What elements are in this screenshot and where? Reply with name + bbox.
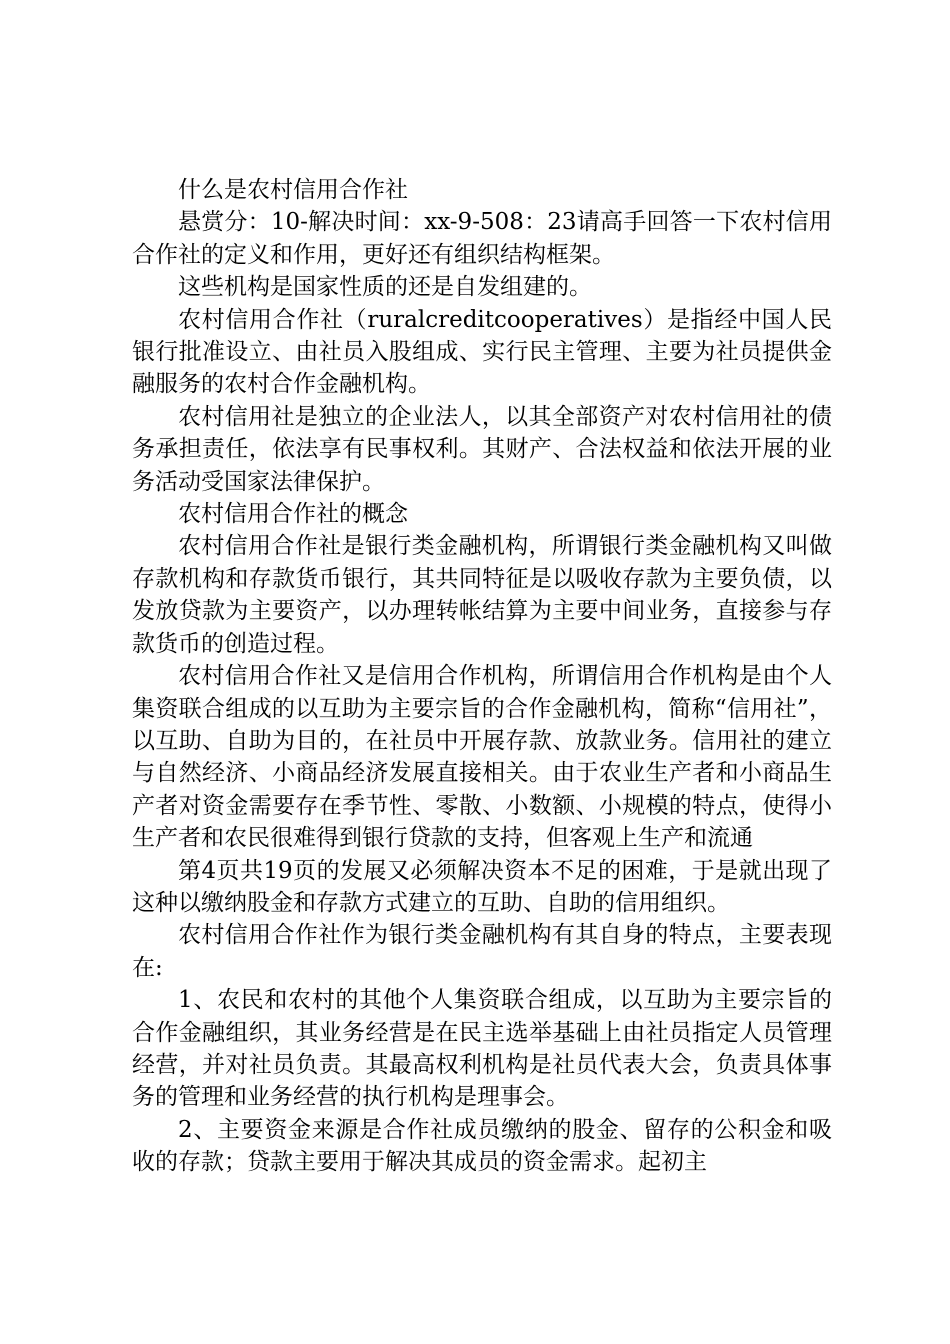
feature-item-2: 2、主要资金来源是合作社成员缴纳的股金、留存的公积金和吸收的存款；贷款主要用于解决其成员的资金需求。起初主 [132,1116,832,1176]
section-heading-concept: 农村信用合作社的概念 [178,501,408,528]
concept-paragraph-bank: 农村信用合作社是银行类金融机构，所谓银行类金融机构又叫做存款机构和存款货币银行，其共同特征是以吸收存款为主要负债，以发放贷款为主要资产，以办理转帐结算为主要中间业务，直接参与存款货币的创造过程。 [132,533,832,657]
document-title: 什么是农村信用合作社 [178,177,408,203]
document-page [132,174,832,1179]
concept-paragraph-credit: 农村信用合作社又是信用合作机构，所谓信用合作机构是由个人集资联合组成的以互助为主要宗旨的合作金融机构，简称“信用社”，以互助、自助为目的，在社员中开展存款、放款业务。信用社的建立与自然经济、小商品经济发展直接相关。由于农业生产者和小商品生产者对资金需要存在季节性、零散、小数额、小规模的特点，使得小生产者和农民很难得到银行贷款的支持，但客观上生产和流通 [132,663,832,852]
features-intro-paragraph: 农村信用合作社作为银行类金融机构有其自身的特点，主要表现在: [132,922,832,981]
definition-paragraph: 农村信用合作社（ruralcreditcooperatives）是指经中国人民银行批准设立、由社员入股组成、实行民主管理、主要为社员提供金融服务的农村合作金融机构。 [132,306,832,398]
feature-item-1: 1、农民和农村的其他个人集资联合组成，以互助为主要宗旨的合作金融组织，其业务经营是在民主选举基础上由社员指定人员管理经营，并对社员负责。其最高权利机构是社员代表大会，负责具体事务的管理和业务经营的执行机构是理事会。 [132,987,832,1111]
page-note-paragraph: 第4页共19页的发展又必须解决资本不足的困难，于是就出现了这种以缴纳股金和存款方式建立的互助、自助的信用组织。 [132,857,832,916]
question-followup: 这些机构是国家性质的还是自发组建的。 [178,274,592,301]
question-paragraph: 悬赏分：10-解决时间：xx-9-508：23请高手回答一下农村信用合作社的定义和作用，更好还有组织结构框架。 [132,209,832,268]
legal-status-paragraph: 农村信用社是独立的企业法人，以其全部资产对农村信用社的债务承担责任，依法享有民事权利。其财产、合法权益和依法开展的业务活动受国家法律保护。 [132,403,832,495]
